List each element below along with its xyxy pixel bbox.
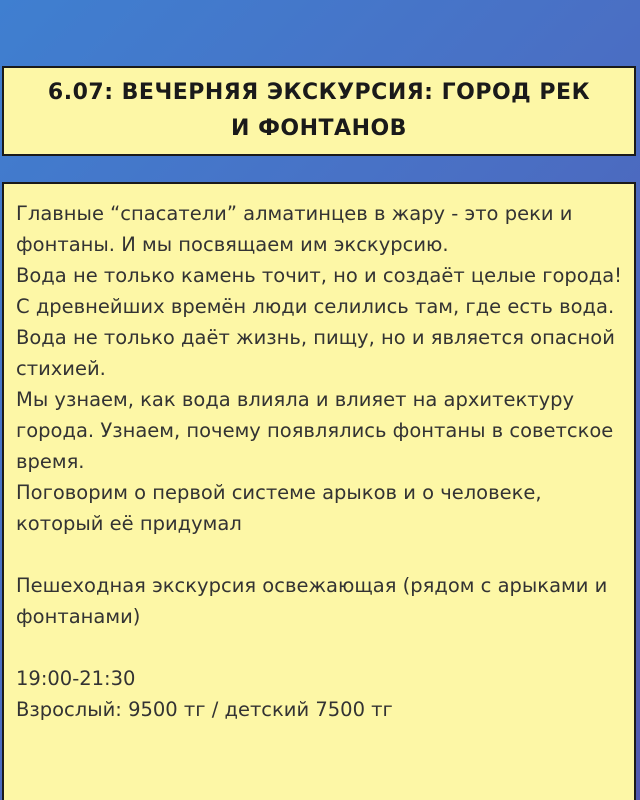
walk-note: Пешеходная экскурсия освежающая (рядом с арыками и фонтанами) xyxy=(16,574,608,628)
paragraph-spacer xyxy=(16,632,626,663)
description-line: Вода не только камень точит, но и создаёт целые города! xyxy=(16,264,622,287)
description-line: Поговорим о первой системе арыков и о человеке, который её придумал xyxy=(16,481,542,535)
description-line: Главные “спасатели” алматинцев в жару - это реки и фонтаны. И мы посвящаем им экскурсию. xyxy=(16,202,573,256)
excursion-price: Взрослый: 9500 тг / детский 7500 тг xyxy=(16,698,393,721)
description-line: Мы узнаем, как вода влияла и влияет на архитектуру города. Узнаем, почему появлялись фонтаны в советское время. xyxy=(16,388,614,473)
title-banner xyxy=(2,66,636,156)
excursion-title: 6.07: ВЕЧЕРНЯЯ ЭКСКУРСИЯ: ГОРОД РЕК И ФОНТАНОВ xyxy=(47,80,591,141)
description-line: С древнейших времён люди селились там, где есть вода. Вода не только даёт жизнь, пищу, но и является опасной стихией. xyxy=(16,295,615,380)
description-panel xyxy=(2,182,636,800)
paragraph-spacer xyxy=(16,539,626,570)
excursion-time: 19:00-21:30 xyxy=(16,667,136,690)
